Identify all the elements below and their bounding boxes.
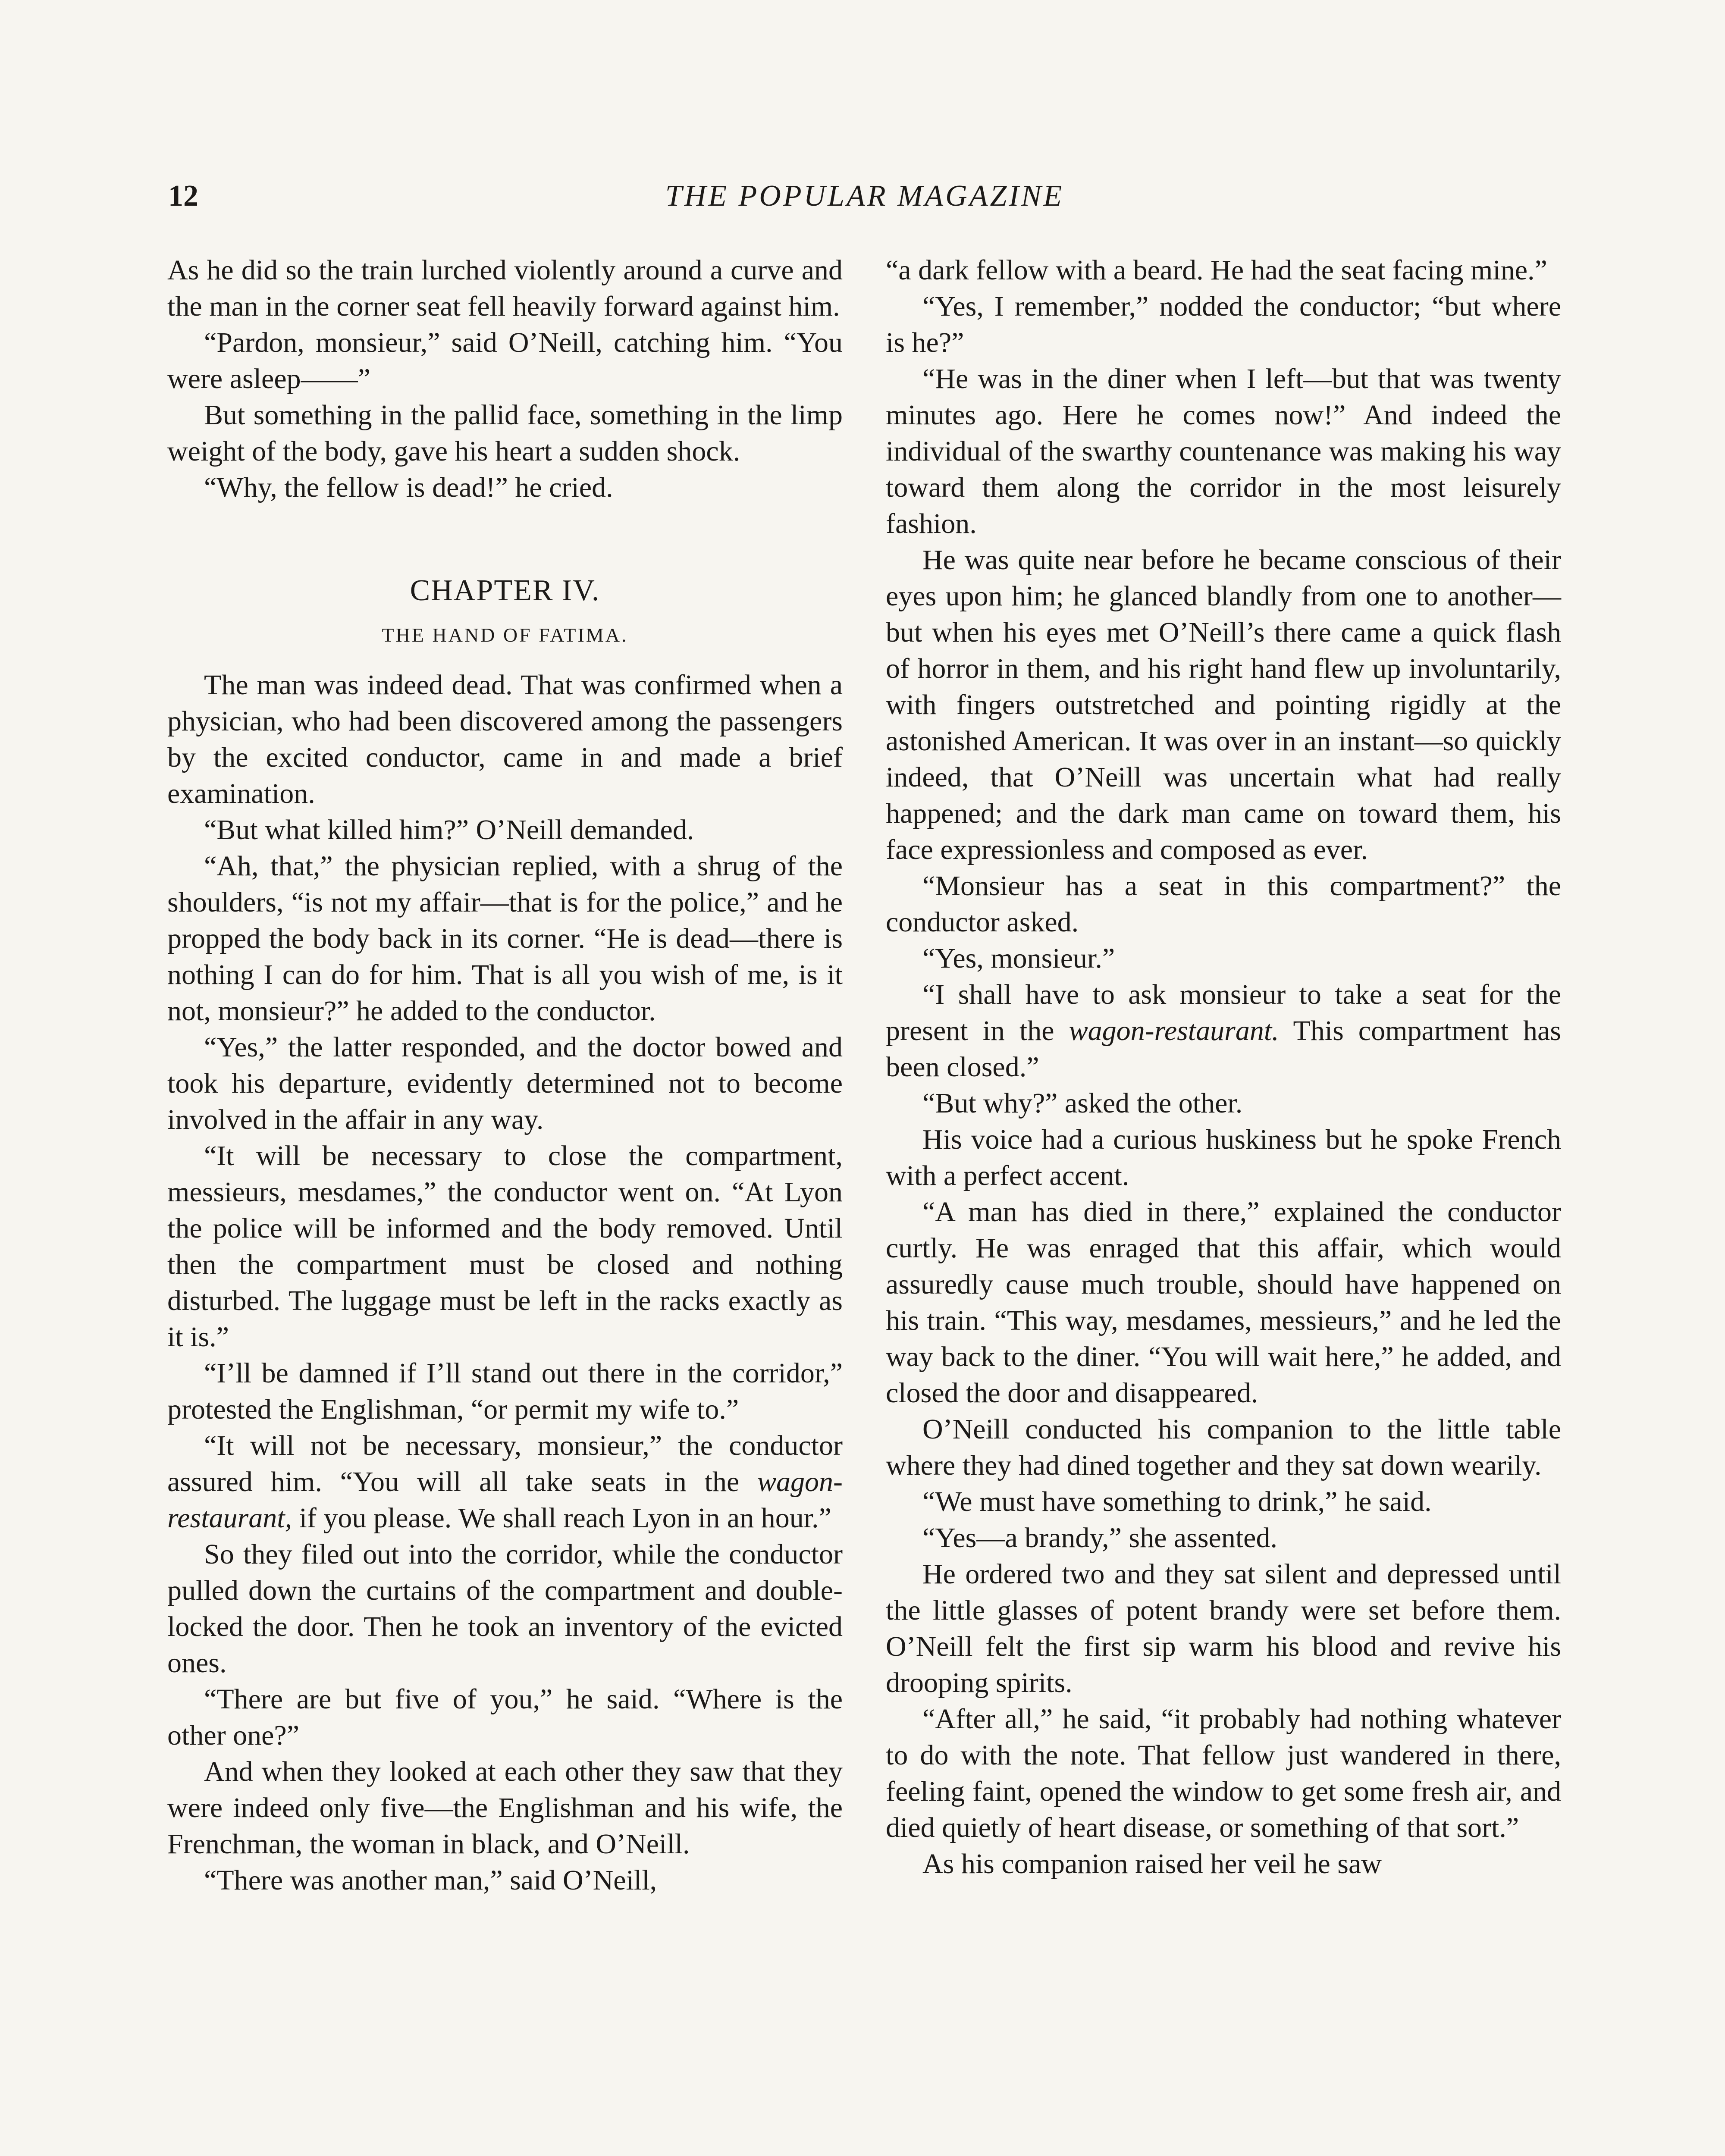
paragraph: “Yes,” the latter responded, and the doctor bowed and took his departure, evidently determined not to become involved in the affair in any way.: [167, 1031, 843, 1135]
paragraph: “Yes—a brandy,” she assented.: [922, 1522, 1277, 1554]
paragraph: As his companion raised her veil he saw: [922, 1848, 1382, 1880]
emphasis: wagon-restaurant,: [167, 1466, 843, 1534]
page-number: 12: [168, 179, 198, 213]
paragraph: “But what killed him?” O’Neill demanded.: [204, 814, 694, 846]
right-column: [886, 252, 1561, 1882]
paragraph: The man was indeed dead. That was confirmed when a physician, who had been discovered among the passengers by the excited conductor, came in and made a brief examination.: [167, 669, 843, 809]
paragraph: As he did so the train lurched violently around a curve and the man in the corner seat fell heavily forward against him.: [167, 254, 843, 322]
paragraph: “After all,” he said, “it probably had nothing whatever to do with the note. That fellow just wandered in there, feeling faint, opened the window to get some fresh air, and died quietly of heart disease, or something of that sort.”: [886, 1703, 1561, 1843]
paragraph: “We must have something to drink,” he said.: [922, 1486, 1432, 1517]
paragraph: “Yes, monsieur.”: [922, 943, 1115, 974]
paragraph: “A man has died in there,” explained the conductor curtly. He was enraged that this affair, which would assuredly cause much trouble, should have happened on his train. “This way, mesdames, messieurs,” and he led the way back to the diner. “You will wait here,” he added, and closed the door and disappeared.: [886, 1196, 1561, 1409]
text-run: “I shall have to ask monsieur to take a seat for the present in the: [886, 979, 1561, 1047]
paragraph: “There are but five of you,” he said. “Where is the other one?”: [167, 1683, 843, 1751]
paragraph: “Pardon, monsieur,” said O’Neill, catching him. “You were asleep——”: [167, 327, 843, 395]
paragraph: His voice had a curious huskiness but he spoke French with a perfect accent.: [886, 1124, 1561, 1191]
paragraph: And when they looked at each other they saw that they were indeed only five—the Englishman and his wife, the Frenchman, the woman in black, and O’Neill.: [167, 1756, 843, 1860]
paragraph: “Why, the fellow is dead!” he cried.: [204, 472, 613, 503]
paragraph: He ordered two and they sat silent and depressed until the little glasses of potent brandy were set before them. O’Neill felt the first sip warm his blood and revive his drooping spirits.: [886, 1558, 1561, 1698]
paragraph: [886, 977, 1561, 1085]
chapter-subtitle: THE HAND OF FATIMA.: [382, 624, 628, 646]
paragraph: So they filed out into the corridor, while the conductor pulled down the curtains of the compartment and double-locked the door. Then he took an inventory of the evicted ones.: [167, 1539, 843, 1679]
paragraph: “Yes, I remember,” nodded the conductor; “but where is he?”: [886, 291, 1561, 358]
paragraph: “Ah, that,” the physician replied, with a shrug of the shoulders, “is not my affair—that is for the police,” and he propped the body back in its corner. “He is dead—there is nothing I can do for him. That is all you wish of me, is it not, monsieur?” he added to the conductor.: [167, 850, 843, 1027]
paragraph: “I’ll be damned if I’ll stand out there in the corridor,” protested the Englishman, “or permit my wife to.”: [167, 1357, 843, 1425]
text-run: “It will not be necessary, monsieur,” the conductor assured him. “You will all take seats in the: [167, 1430, 843, 1498]
emphasis: wagon-restaurant.: [1069, 1015, 1279, 1047]
paragraph: [167, 1428, 843, 1536]
paragraph: But something in the pallid face, something in the limp weight of the body, gave his heart a sudden shock.: [167, 399, 843, 467]
paragraph: “a dark fellow with a beard. He had the seat facing mine.”: [886, 254, 1547, 286]
text-run: This compartment has been closed.”: [886, 1015, 1561, 1083]
page-header: [168, 175, 1561, 222]
text-run: if you please. We shall reach Lyon in an hour.”: [292, 1502, 831, 1534]
paragraph: O’Neill conducted his companion to the little table where they had dined together and they sat down wearily.: [886, 1413, 1561, 1481]
running-head: THE POPULAR MAGAZINE: [665, 179, 1064, 213]
paragraph: “He was in the diner when I left—but that was twenty minutes ago. Here he comes now!” And indeed the individual of the swarthy countenance was making his way toward them along the corridor in the most leisurely fashion.: [886, 363, 1561, 539]
paragraph: “Monsieur has a seat in this compartment?” the conductor asked.: [886, 870, 1561, 938]
paragraph: “It will be necessary to close the compartment, messieurs, mesdames,” the conductor went on. “At Lyon the police will be informed and the body removed. Until then the compartment must be closed and nothing disturbed. The luggage must be left in the racks exactly as it is.”: [167, 1140, 843, 1353]
left-column: [167, 252, 843, 1899]
paragraph: “There was another man,” said O’Neill,: [204, 1865, 657, 1896]
paragraph: He was quite near before he became conscious of their eyes upon him; he glanced blandly from one to another—but when his eyes met O’Neill’s there came a quick flash of horror in them, and his right hand flew up involuntarily, with fingers outstretched and pointing rigidly at the astonished American. It was over in an instant—so quickly indeed, that O’Neill was uncertain what had really happened; and the dark man came on toward them, his face expressionless and composed as ever.: [886, 544, 1561, 865]
paragraph: “But why?” asked the other.: [922, 1087, 1243, 1119]
chapter-heading: CHAPTER IV.: [410, 574, 600, 607]
